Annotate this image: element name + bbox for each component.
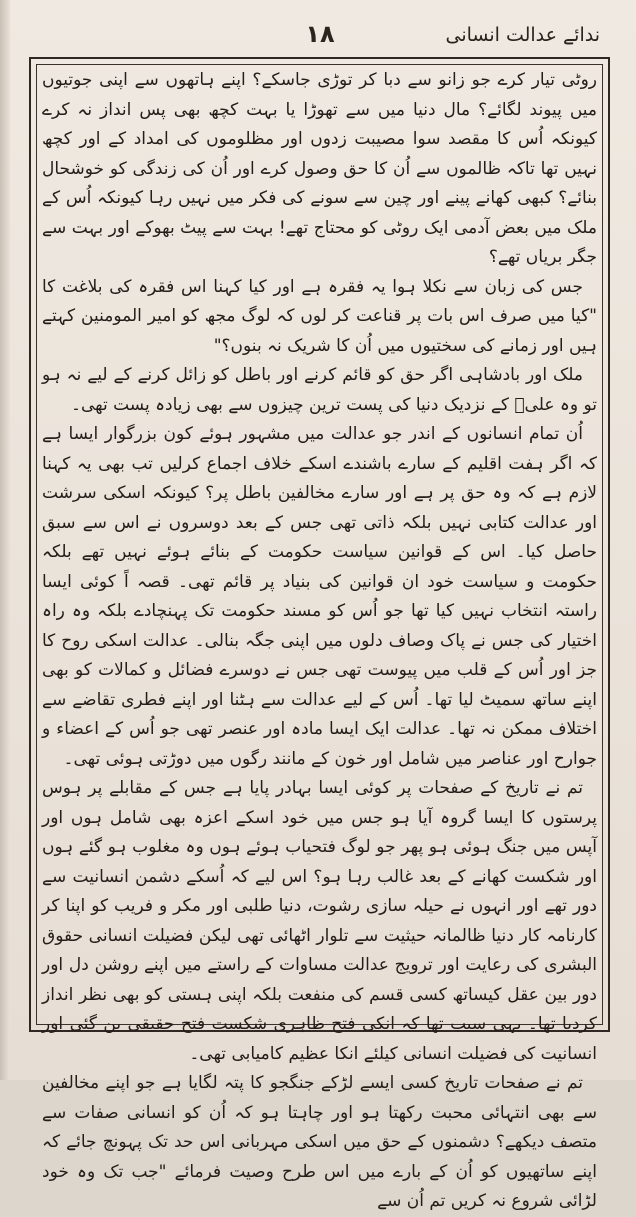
body-text [42,66,597,1211]
paragraph: جس کی زبان سے نکلا ہوا یہ فقرہ ہے اور کیا کہنا اس فقرہ کی بلاغت کا "کیا میں صرف اس بات پر قناعت کر لوں کہ لوگ مجھ کو امیر المومنین کہتے ہیں اور زمانے کی سختیوں میں اُن کا شریک نہ بنوں؟" [42,276,597,356]
paragraph: روٹی تیار کرے جو زانو سے دبا کر توڑی جاسکے؟ اپنے ہاتھوں سے اپنی جوتیوں میں پیوند لگائے؟ مال دنیا میں سے تھوڑا یا بہت کچھ بھی پس انداز نہ کرے کیونکہ اُس کا مقصد سوا مصیبت زدوں اور مظلوموں کی امداد کے اور کچھ نہیں تھا تاکہ ظالموں سے اُن کا حق وصول کرے اور اُن کی زندگی کو خوشحال بنائے؟ کبھی کھانے پینے اور چین سے سونے کی فکر میں نہیں رہا کیونکہ اُس کے ملک میں بعض آدمی ایک روٹی کو محتاج تھے! بہت سے پیٹ بھوکے اور بہت سے جگر بریاں تھے؟ [42,70,597,267]
paragraph: تم نے صفحات تاریخ کسی ایسے لڑکے جنگجو کا پتہ لگایا ہے جو اپنے مخالفین سے بھی انتہائی محبت رکھتا ہو اور چاہتا ہو کہ اُن کو انسانی صفات سے متصف دیکھے؟ دشمنوں کے حق میں اسکی مہربانی اس حد تک پہونچ جائے کہ اپنے ساتھیوں کو اُن کے بارے میں اس طرح وصیت فرمائے "جب تک وہ خود لڑائی شروع نہ کریں تم اُن سے [42,1073,597,1211]
paragraph: تم نے تاریخ کے صفحات پر کوئی ایسا بہادر پایا ہے جس کے مقابلے پر ہوس پرستوں کا ایسا گروہ آیا ہو جس میں خود اسکے اعزہ بھی شامل ہوں اور آپس میں جنگ ہوئی ہو پھر جو لوگ فتحیاب ہوئے ہوں وہ مغلوب ہو گئے ہوں اور شکست کھانے کے بعد غالب رہا ہو؟ اس لیے کہ اُسکے دشمن انسانیت سے دور تھے اور انہوں نے حیلہ سازی رشوت، دنیا طلبی اور مکر و فریب کو اپنا کر کارنامہ کار دنیا ظالمانہ حیثیت سے تلوار اٹھائی تھی لیکن فضیلت انسانی حقوق البشری کی رعایت اور ترویج عدالت مساوات کے راستے میں اپنے روشن دل اور دور بین عقل کیساتھ کسی قسم کی منفعت بلکہ اپنی ہستی کو بھی نظر انداز کردیا تھا۔ یہی سبب تھا کہ انکی فتح ظاہری شکست فتح حقیقی بن گئی اور انسانیت کی فضیلت انسانی کیلئے انکا عظیم کامیابی تھی۔ [42,778,597,1064]
page-binding-edge [0,0,10,1080]
running-title: ندائے عدالت انسانی [445,24,600,46]
page-header [40,22,600,56]
paragraph: اُن تمام انسانوں کے اندر جو عدالت میں مشہور ہوئے کون بزرگوار ایسا ہے کہ اگر ہفت اقلیم کے سارے باشندے اسکے خلاف اجماع کرلیں تب بھی یہ کہنا لازم ہے کہ وہ حق پر ہے اور سارے مخالفین باطل پر؟ کیونکہ اسکی سرشت اور عدالت کتابی نہیں بلکہ ذاتی تھی جس کے بعد دوسروں نے اس سے سبق حاصل کیا۔ اس کے قوانین سیاست حکومت کے بنائے ہوئے نہیں تھے بلکہ حکومت و سیاست خود ان قوانین کی بنیاد پر قائم تھی۔ قصہ اً کوئی ایسا راستہ انتخاب نہیں کیا تھا جو اُس کو مسند حکومت تک پہنچادے بلکہ وہ راہ اختیار کی جس نے پاک وصاف دلوں میں اپنی جگہ بنالی۔ عدالت اسکی روح کا جز اور اُس کے قلب میں پیوست تھی جس نے دوسرے فضائل و کمالات کو بھی اپنے ساتھ سمیٹ لیا تھا۔ اُس کے لیے عدالت سے ہٹنا اور اپنے فطری تقاضے سے اختلاف ممکن نہ تھا۔ عدالت ایک ایسا مادہ اور عنصر تھی جو اُس کے اعضاء و جوارح اور عناصر میں شامل اور خون کے مانند رگوں میں دوڑتی ہوئی تھی۔ [42,424,597,769]
page-number: ١٨ [305,20,335,48]
paragraph: ملک اور بادشاہی اگر حق کو قائم کرنے اور باطل کو زائل کرنے کے لیے نہ ہو تو وہ علیؑ کے نزدیک دنیا کی پست ترین چیزوں سے بھی زیادہ پست تھی۔ [42,365,597,415]
